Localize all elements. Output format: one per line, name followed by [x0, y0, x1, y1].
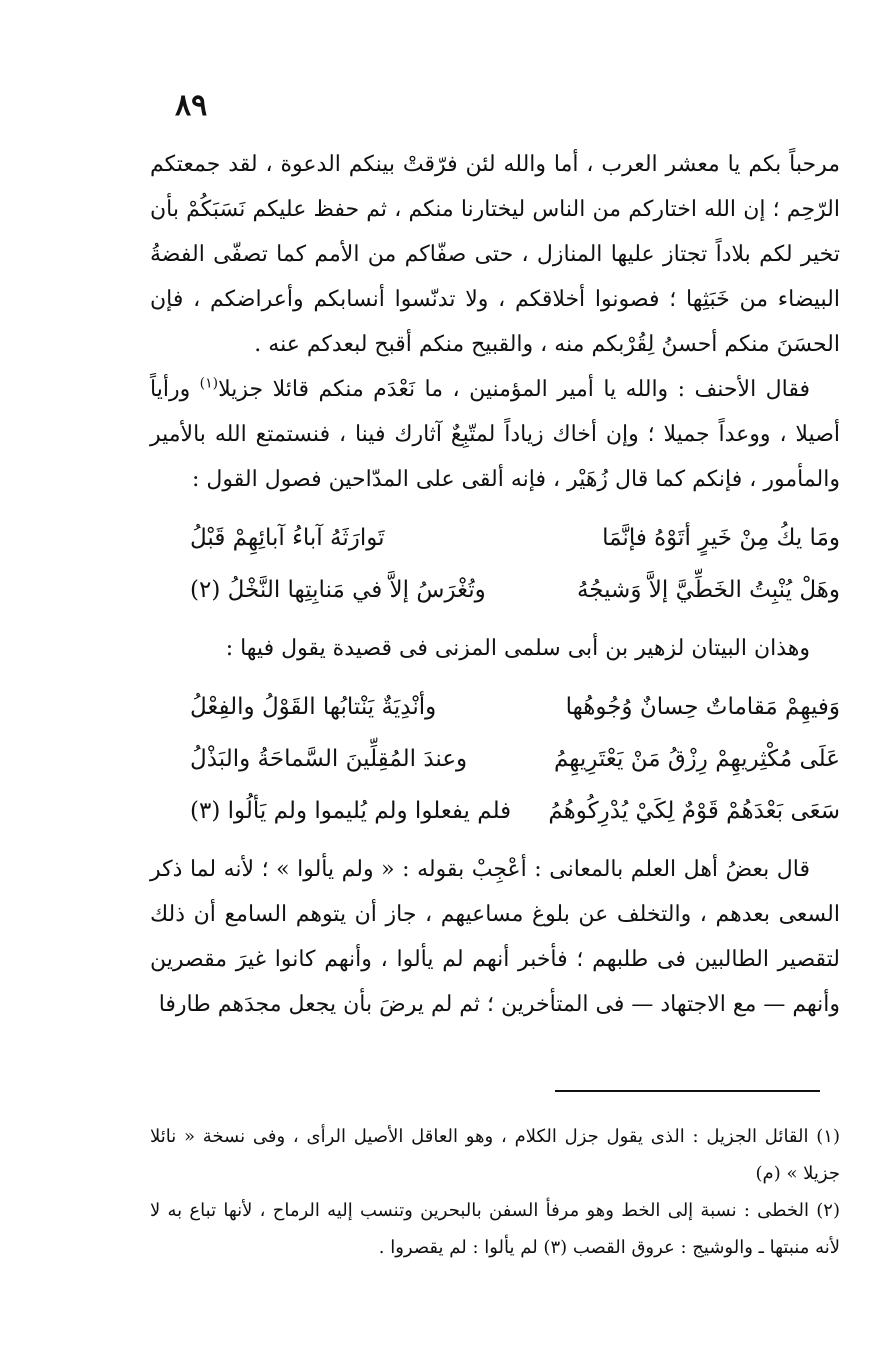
- verse-first-hemistich: عَلَى مُكْثِريهِمْ رِزْقُ مَنْ يَعْتَرِيهِمُ: [553, 746, 840, 772]
- verse-line: [150, 512, 840, 564]
- verse-second-hemistich: وعندَ المُقِلِّينَ السَّماحَةُ والبَذْلُ: [190, 746, 468, 772]
- verse-first-hemistich: وهَلْ يُنْبِتُ الخَطِّيَّ إلاَّ وَشيجُهُ: [576, 577, 840, 603]
- footnote-divider: [555, 1090, 820, 1092]
- footnote-1: (١) القائل الجزيل : الذى يقول جزل الكلام ، وهو العاقل الأصيل الرأى ، وفى نسخة « نائلا جزيلا » (م): [150, 1126, 840, 1184]
- verse-line: [150, 733, 840, 785]
- paragraph-2-text: فقال الأحنف : والله يا أمير المؤمنين ، ما نَعْدَم منكم قائلا جزيلا: [218, 377, 810, 402]
- verse-second-hemistich: تَوارَثَهُ آباءُ آبائِهِمْ قَبْلُ: [190, 525, 385, 551]
- verse-first-hemistich: وَفيهِمْ مَقاماتٌ حِسانٌ وُجُوهُها: [565, 694, 840, 720]
- verse-second-hemistich: فلم يفعلوا ولم يُليموا ولم يَألُوا (٣): [190, 798, 512, 824]
- footnote-mark-1: (١): [199, 375, 219, 392]
- verse-line: [150, 785, 840, 837]
- verse-second-hemistich: وتُغْرَسُ إلاَّ في مَنابِتِها النَّخْلُ (٢): [190, 577, 486, 603]
- paragraph-4: قال بعضُ أهل العلم بالمعانى : أعْجِبْ بقوله : « ولم يألوا » ؛ لأنه لما ذكر السعى بعدهم ، والتخلف عن بلوغ مساعيهم ، جاز أن يتوهم السامع أن ذلك لتقصير الطالبين فى طلبهم ؛ فأخبر أنهم لم يألوا ، وأنهم كانوا غيرَ مقصرين وأنهم — مع الاجتهاد — فى المتأخرين ؛ ثم لم يرضَ بأن يجعل مجدَهم طارفا: [150, 857, 840, 1017]
- footnotes: [150, 1118, 840, 1266]
- verse-first-hemistich: ومَا يكُ مِنْ خَيرٍ أتَوْهُ فإنَّمَا: [602, 525, 840, 551]
- main-text: [150, 142, 840, 1027]
- verse-line: [150, 681, 840, 733]
- footnote-2: (٢) الخطى : نسبة إلى الخط وهو مرفأ السفن بالبحرين وتنسب إليه الرماح ، لأنها تباع به لا لأنه منبتها ـ والوشيج : عروق القصب (٣) لم يألوا : لم يقصروا .: [150, 1200, 840, 1258]
- verse-first-hemistich: سَعَى بَعْدَهُمْ قَوْمٌ لِكَيْ يُدْرِكُوهُمُ: [548, 798, 840, 824]
- paragraph-2: [150, 367, 840, 502]
- paragraph-2-continuation: ورأياً أصيلا ، ووعداً جميلا ؛ وإن أخاك زياداً لمتّبِعٌ آثارك فينا ، فنستمتع الله بالأمير والمأمور ، فإنكم كما قال زُهَيْر ، فإنه ألقى على المدّاحين فصول القول :: [150, 377, 840, 492]
- paragraph-3: وهذان البيتان لزهير بن أبى سلمى المزنى فى قصيدة يقول فيها :: [225, 636, 810, 661]
- verse-second-hemistich: وأنْدِيَةٌ يَنْتابُها القَوْلُ والفِعْلُ: [190, 694, 437, 720]
- page-number: ٨٩: [175, 88, 208, 123]
- verse-line: [150, 564, 840, 616]
- verses-block-1: [150, 512, 840, 616]
- verses-block-2: [150, 681, 840, 837]
- paragraph-1: مرحباً بكم يا معشر العرب ، أما والله لئن فرّقتْ بينكم الدعوة ، لقد جمعتكم الرّحِم ؛ إن الله اختاركم من الناس ليختارنا منكم ، ثم حفظ عليكم نَسَبَكُمْ بأن تخير لكم بلاداً تجتاز عليها المنازل ، حتى صفّاكم من الأمم كما تصفّى الفضةُ البيضاء من خَبَثِها ؛ فصونوا أخلاقكم ، ولا تدنّسوا أنسابكم وأعراضكم ، فإن الحسَنَ منكم أحسنُ لِقُرْبكم منه ، والقبيح منكم أقبح لبعدكم عنه .: [150, 152, 840, 357]
